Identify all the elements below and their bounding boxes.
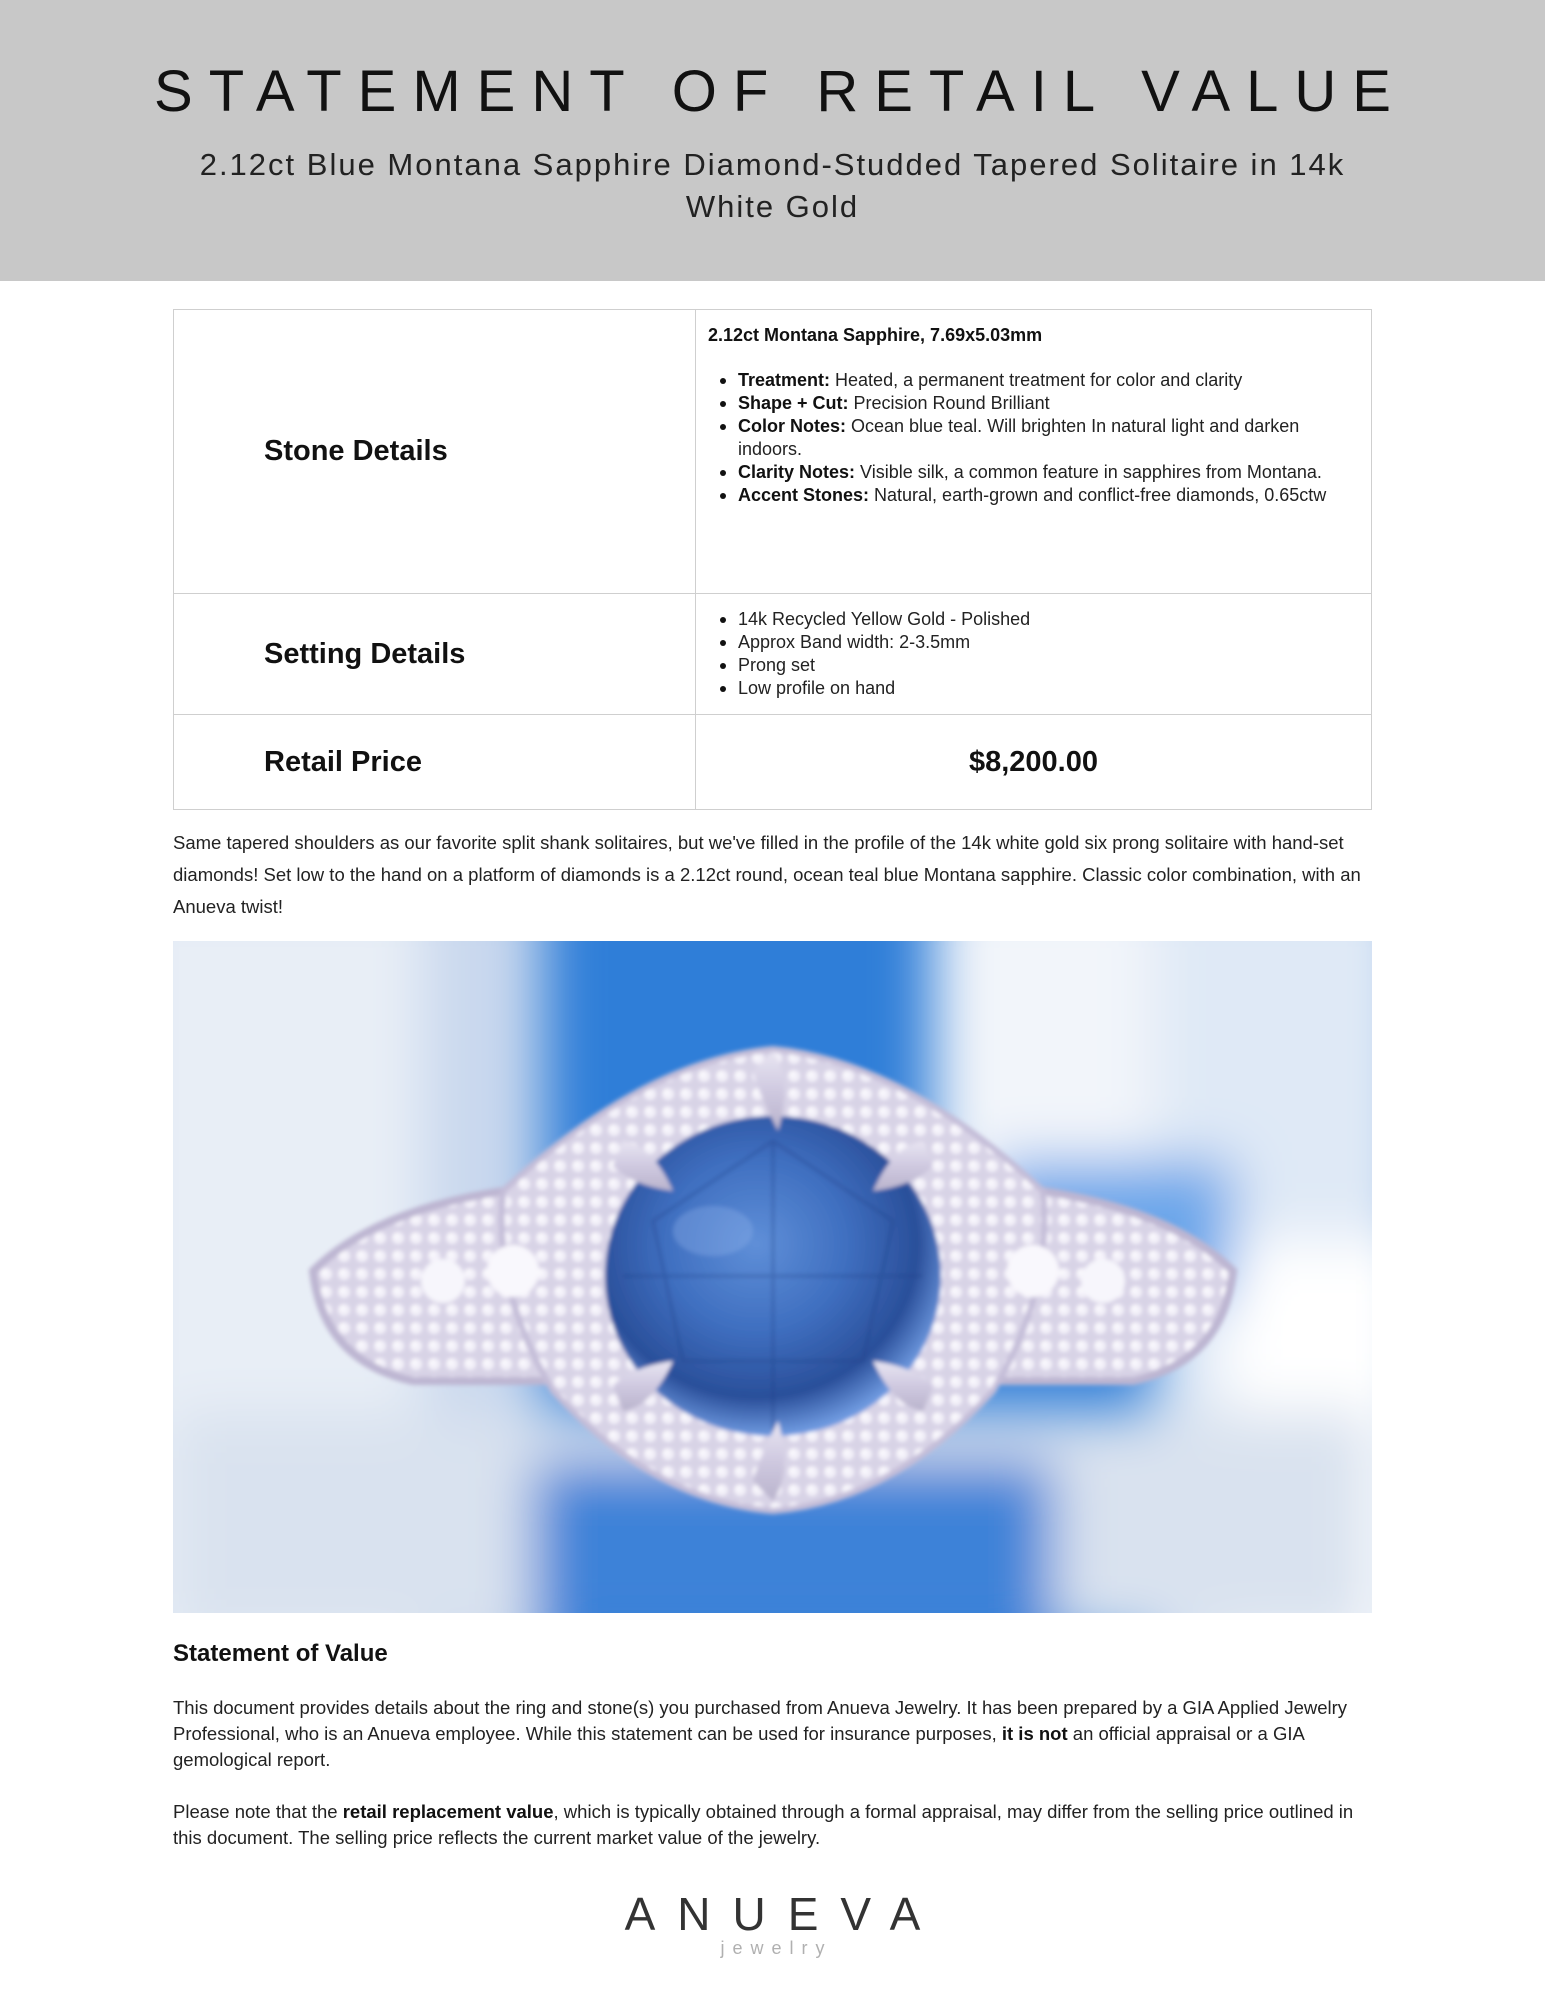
setting-details-row — [174, 594, 1372, 715]
logo-brand: ANUEVA — [624, 1888, 943, 1940]
statement-paragraph-1: This document provides details about the ring and stone(s) you purchased from Anueva Jewelry. It has been prepared by a GIA Applied Jewelry Professional, who is an Anueva employee. While this statement can be used for insurance purposes, it is not an official appraisal or a GIA gemological report. — [173, 1697, 1348, 1770]
list-item: Shape + Cut: Precision Round Brilliant — [726, 392, 1351, 415]
document-subtitle: 2.12ct Blue Montana Sapphire Diamond-Studded Tapered Solitaire in 14k White Gold — [199, 147, 1346, 224]
document-title: STATEMENT OF RETAIL VALUE — [154, 59, 1407, 124]
stone-details-list — [726, 369, 1351, 507]
list-item: Clarity Notes: Visible silk, a common feature in sapphires from Montana. — [726, 461, 1351, 484]
setting-details-list — [726, 608, 1351, 700]
stone-heading: 2.12ct Montana Sapphire, 7.69x5.03mm — [708, 325, 1043, 345]
list-item: 14k Recycled Yellow Gold - Polished — [726, 608, 1351, 631]
retail-price-label: Retail Price — [264, 745, 422, 778]
list-item: Color Notes: Ocean blue teal. Will brighten In natural light and darken indoors. — [726, 415, 1351, 461]
setting-details-label: Setting Details — [264, 637, 466, 670]
list-item: Accent Stones: Natural, earth-grown and conflict-free diamonds, 0.65ctw — [726, 484, 1351, 507]
retail-price-row — [174, 715, 1372, 810]
anueva-logo — [0, 1890, 1545, 1958]
retail-price-value: $8,200.00 — [696, 715, 1372, 810]
logo-subtitle: jewelry — [720, 1938, 833, 1958]
statement-paragraph-2: Please note that the retail replacement value, which is typically obtained through a formal appraisal, may differ from the selling price outlined in this document. The selling price reflects the current market value of the jewelry. — [173, 1801, 1354, 1848]
list-item: Prong set — [726, 654, 1351, 677]
list-item: Treatment: Heated, a permanent treatment for color and clarity — [726, 369, 1351, 392]
list-item: Low profile on hand — [726, 677, 1351, 700]
stone-details-label: Stone Details — [264, 435, 448, 467]
details-table — [173, 309, 1372, 810]
product-description: Same tapered shoulders as our favorite split shank solitaires, but we've filled in the profile of the 14k white gold six prong solitaire with hand-set diamonds! Set low to the hand on a platform of diamonds is a 2.12ct round, ocean teal blue Montana sapphire. Classic color combination, with an Anueva twist! — [173, 832, 1361, 917]
header-banner — [0, 0, 1545, 281]
stone-details-row — [174, 310, 1372, 594]
statement-of-value-title: Statement of Value — [173, 1640, 388, 1667]
statement-of-value-body — [173, 1695, 1378, 1851]
list-item: Approx Band width: 2-3.5mm — [726, 631, 1351, 654]
ring-photo — [173, 941, 1372, 1613]
